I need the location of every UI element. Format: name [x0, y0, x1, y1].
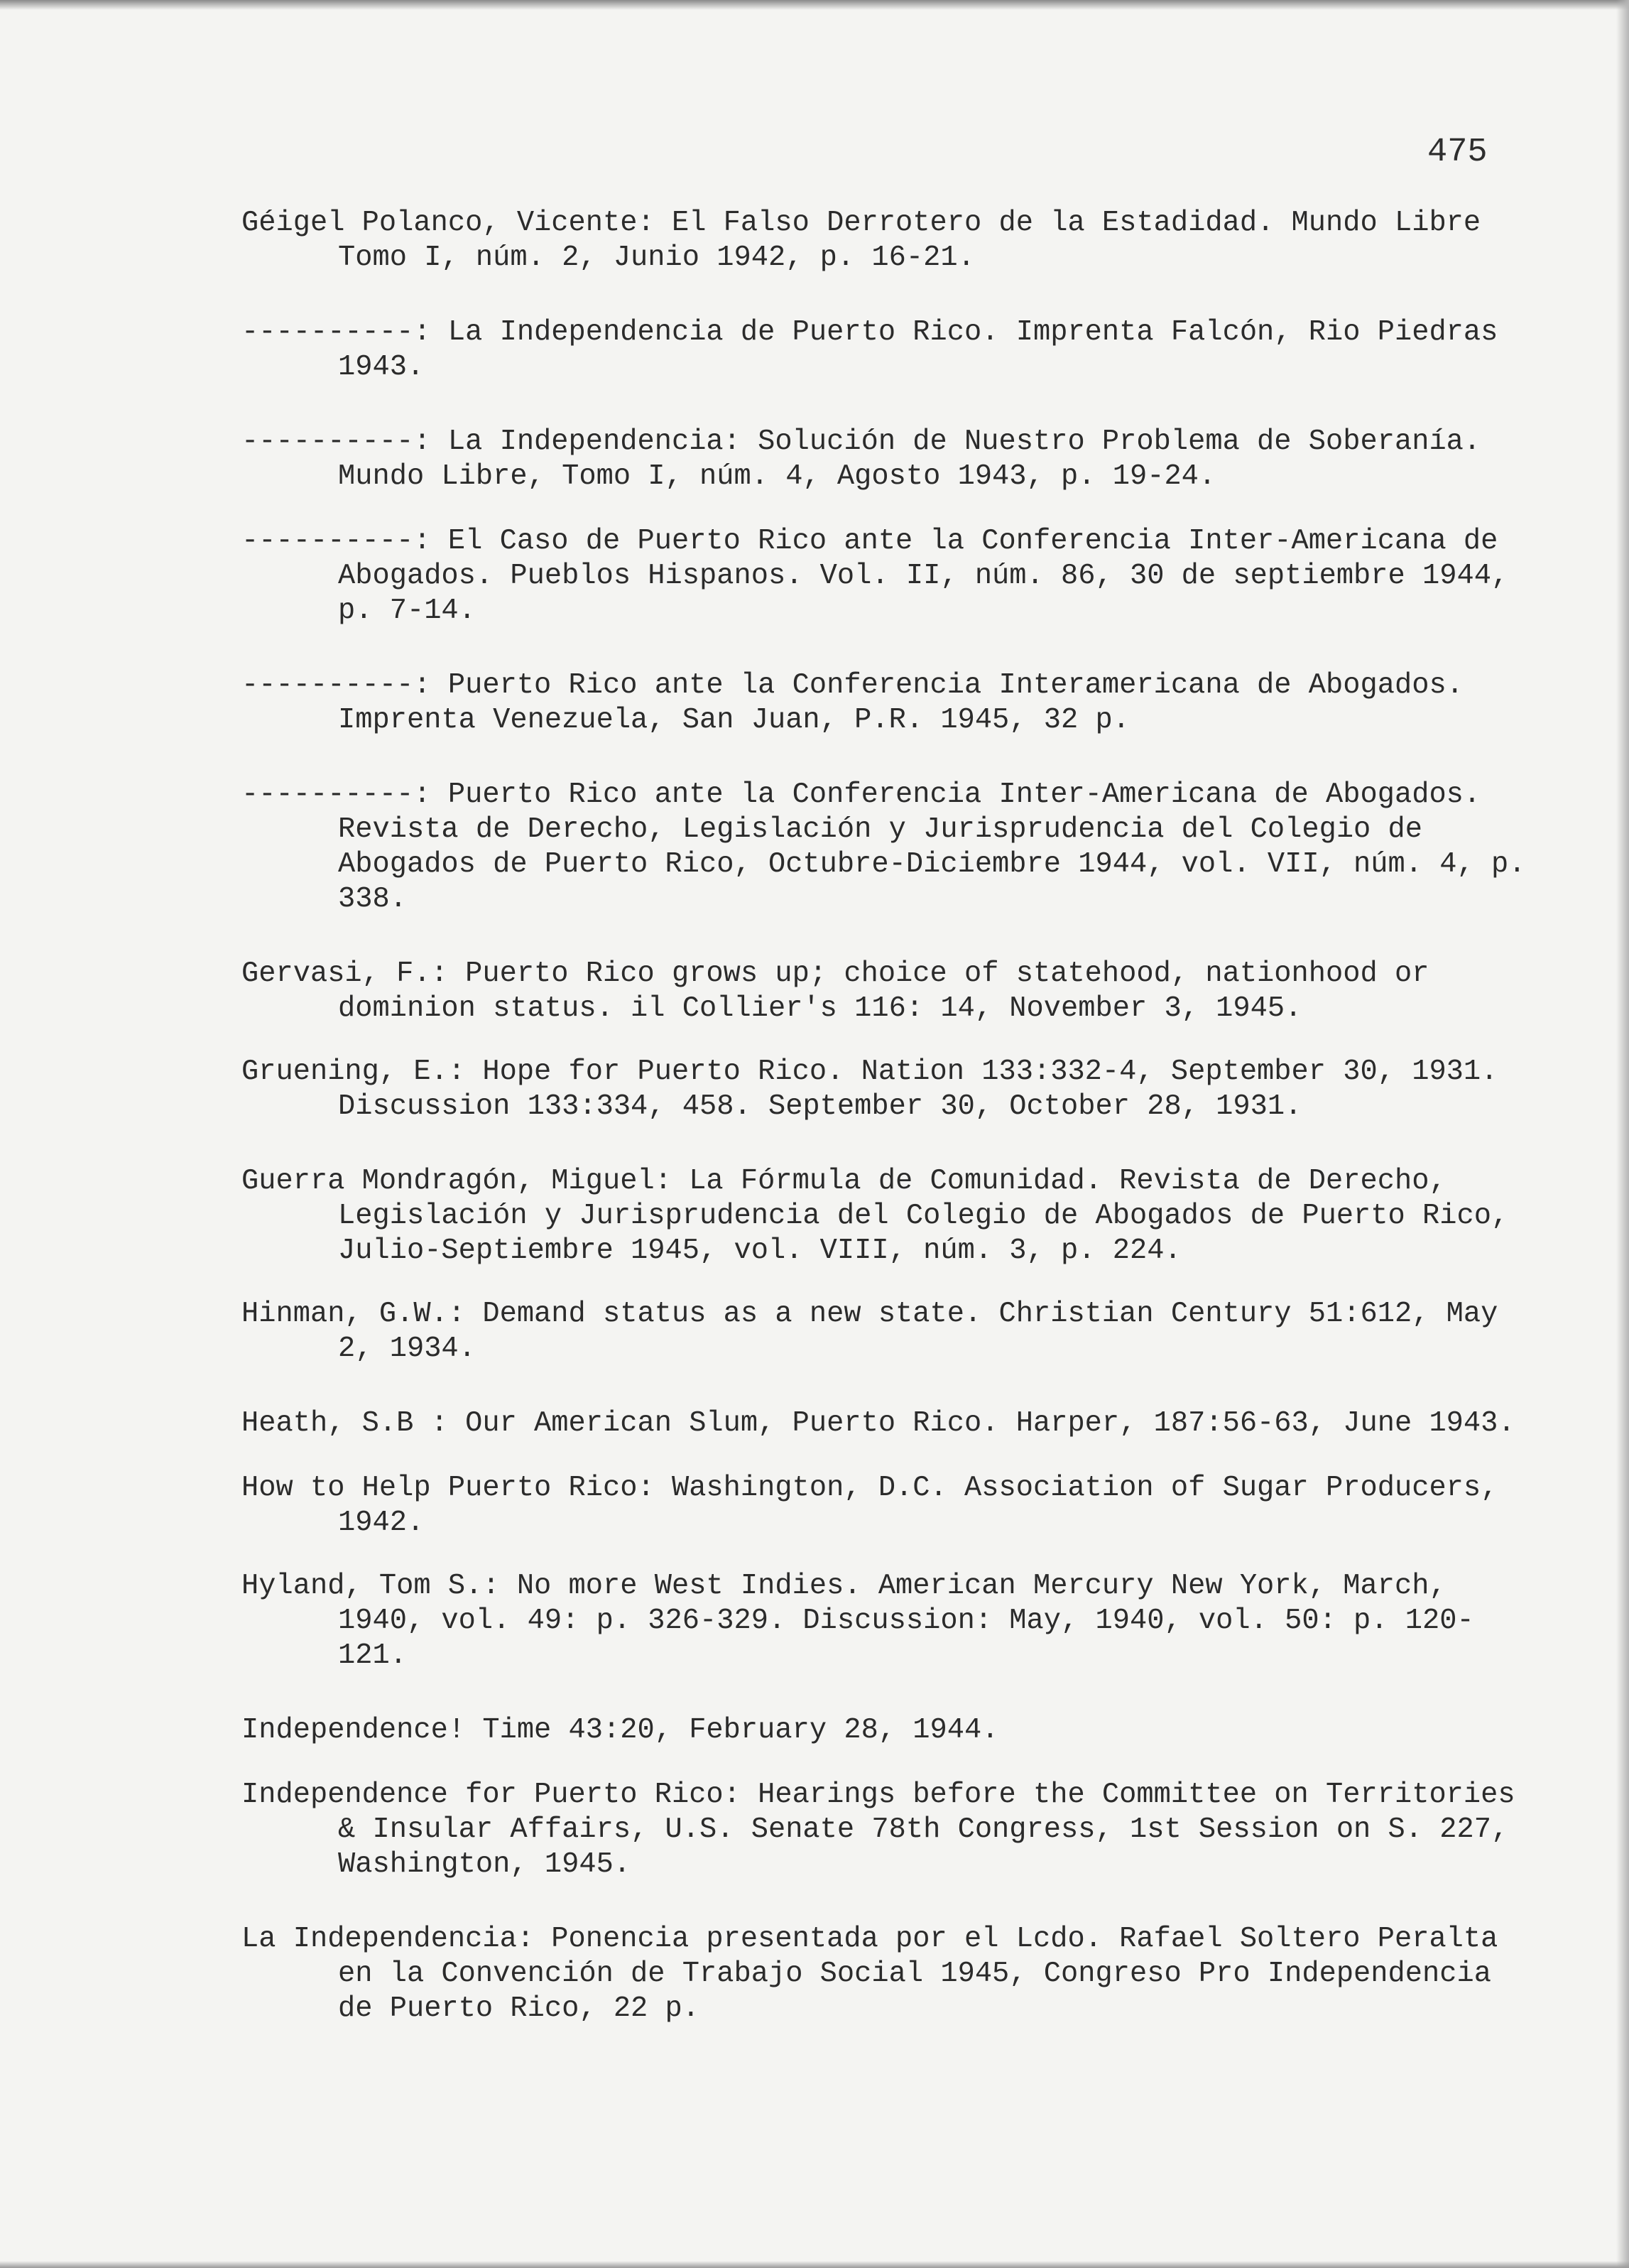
bibliography-entry: Hinman, G.W.: Demand status as a new state. Christian Century 51:612, May 2, 1934.	[241, 1298, 1515, 1365]
scan-edge-bottom	[0, 2261, 1629, 2268]
bibliography-entry: Heath, S.B : Our American Slum, Puerto Rico. Harper, 187:56-63, June 1943.	[241, 1407, 1515, 1440]
bibliography-entry: Gruening, E.: Hope for Puerto Rico. Nation 133:332-4, September 30, 1931. Discussion 133:334, 458. September 30, October 28, 1931.	[241, 1056, 1515, 1123]
bibliography-entry: La Independencia: Ponencia presentada por el Lcdo. Rafael Soltero Peralta en la Convención de Trabajo Social 1945, Congreso Pro Independencia de Puerto Rico, 22 p.	[241, 1923, 1515, 2025]
page-number: 475	[1427, 134, 1488, 171]
bibliography-list	[241, 206, 1541, 2026]
bibliography-entry: ----------: La Independencia de Puerto Rico. Imprenta Falcón, Rio Piedras 1943.	[241, 316, 1515, 384]
bibliography-entry: Géigel Polanco, Vicente: El Falso Derrotero de la Estadidad. Mundo Libre Tomo I, núm. 2, Junio 1942, p. 16-21.	[241, 207, 1498, 274]
bibliography-entry: ----------: Puerto Rico ante la Conferencia Interamericana de Abogados. Imprenta Venezuela, San Juan, P.R. 1945, 32 p.	[241, 669, 1481, 737]
bibliography-entry: ----------: La Independencia: Solución de Nuestro Problema de Soberanía. Mundo Libre, Tomo I, núm. 4, Agosto 1943, p. 19-24.	[241, 425, 1498, 493]
bibliography-entry: Independence for Puerto Rico: Hearings before the Committee on Territories & Insular Affairs, U.S. Senate 78th Congress, 1st Session on S. 227, Washington, 1945.	[241, 1779, 1532, 1881]
bibliography-entry: ----------: El Caso de Puerto Rico ante la Conferencia Inter-Americana de Abogados. Pueblos Hispanos. Vol. II, núm. 86, 30 de septiembre 1944, p. 7-14.	[241, 525, 1526, 627]
scan-edge-right	[1616, 0, 1629, 2268]
bibliography-entry: Guerra Mondragón, Miguel: La Fórmula de Comunidad. Revista de Derecho, Legislación y Jurisprudencia del Colegio de Abogados de Puerto Rico, Julio-Septiembre 1945, vol. VIII, núm. 3, p. 224.	[241, 1165, 1526, 1267]
scan-edge-top	[0, 0, 1629, 10]
bibliography-entry: Hyland, Tom S.: No more West Indies. American Mercury New York, March, 1940, vol. 49: p. 326-329. Discussion: May, 1940, vol. 50: p. 120-121.	[241, 1570, 1474, 1672]
bibliography-entry: Gervasi, F.: Puerto Rico grows up; choice of statehood, nationhood or dominion status. il Collier's 116: 14, November 3, 1945.	[241, 957, 1447, 1025]
bibliography-entry: How to Help Puerto Rico: Washington, D.C. Association of Sugar Producers, 1942.	[241, 1472, 1515, 1539]
bibliography-entry: Independence! Time 43:20, February 28, 1944.	[241, 1714, 999, 1747]
bibliography-entry: ----------: Puerto Rico ante la Conferencia Inter-Americana de Abogados. Revista de Derecho, Legislación y Jurisprudencia del Colegio de Abogados de Puerto Rico, Octubre-Diciembre 1944, vol. VII, núm. 4, p. 338.	[241, 778, 1543, 916]
